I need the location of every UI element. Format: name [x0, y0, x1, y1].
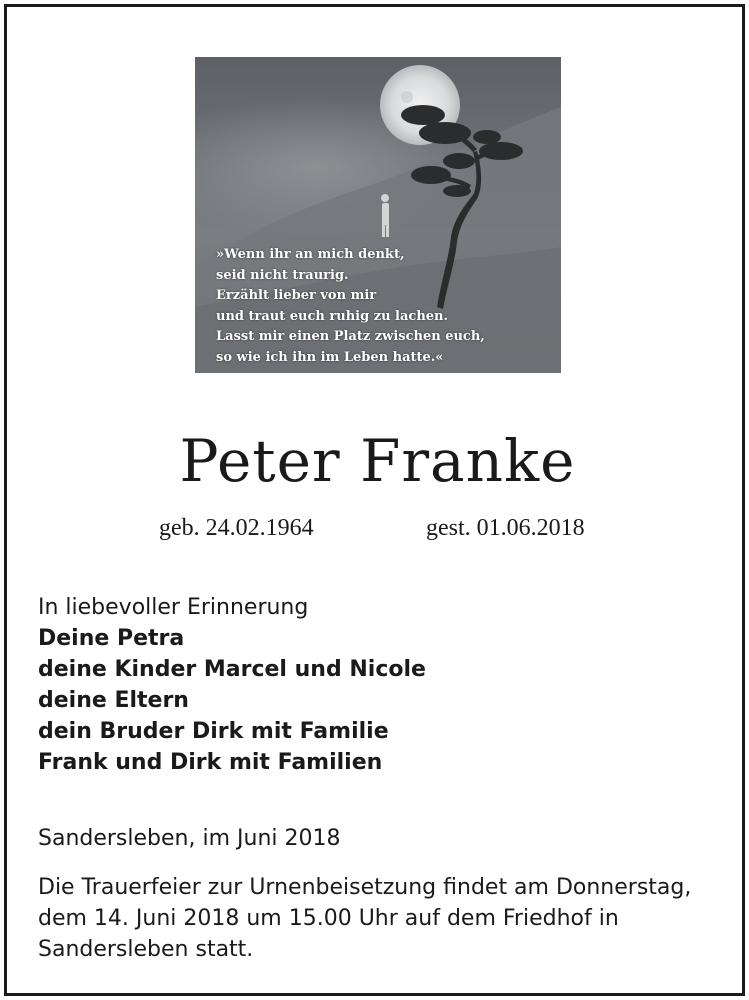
mourner-name: Deine Petra [38, 626, 185, 651]
quote-line: Lasst mir einen Platz zwischen euch, [216, 329, 485, 344]
quote-line: seid nicht traurig. [216, 267, 349, 283]
mourner-name: deine Eltern [38, 688, 189, 713]
mourners-intro: In liebevoller Erinnerung [38, 595, 309, 620]
quote-line: Erzählt lieber von mir [216, 288, 377, 303]
ceremony-info [38, 872, 728, 965]
memorial-quote [216, 245, 536, 368]
memorial-photo [195, 57, 561, 373]
mourner-name: dein Bruder Dirk mit Familie [38, 719, 389, 744]
mourners-list [38, 592, 426, 778]
ceremony-line: Sandersleben statt. [38, 937, 254, 962]
ceremony-line: Die Trauerfeier zur Urnenbeisetzung findet am Donnerstag, [38, 875, 692, 900]
quote-line: so wie ich ihn im Leben hatte.« [216, 349, 444, 365]
obituary-notice [4, 4, 745, 996]
mourner-name: Frank und Dirk mit Familien [38, 750, 383, 775]
deceased-name: Peter Franke [179, 427, 576, 495]
death-date: gest. 01.06.2018 [426, 515, 585, 541]
quote-line: »Wenn ihr an mich denkt, [216, 247, 405, 262]
place-and-date: Sandersleben, im Juni 2018 [38, 826, 341, 851]
mourner-name: deine Kinder Marcel und Nicole [38, 657, 426, 682]
ceremony-line: dem 14. Juni 2018 um 15.00 Uhr auf dem Friedhof in [38, 906, 619, 931]
birth-date: geb. 24.02.1964 [159, 515, 314, 541]
quote-line: und traut euch ruhig zu lachen. [216, 308, 449, 324]
